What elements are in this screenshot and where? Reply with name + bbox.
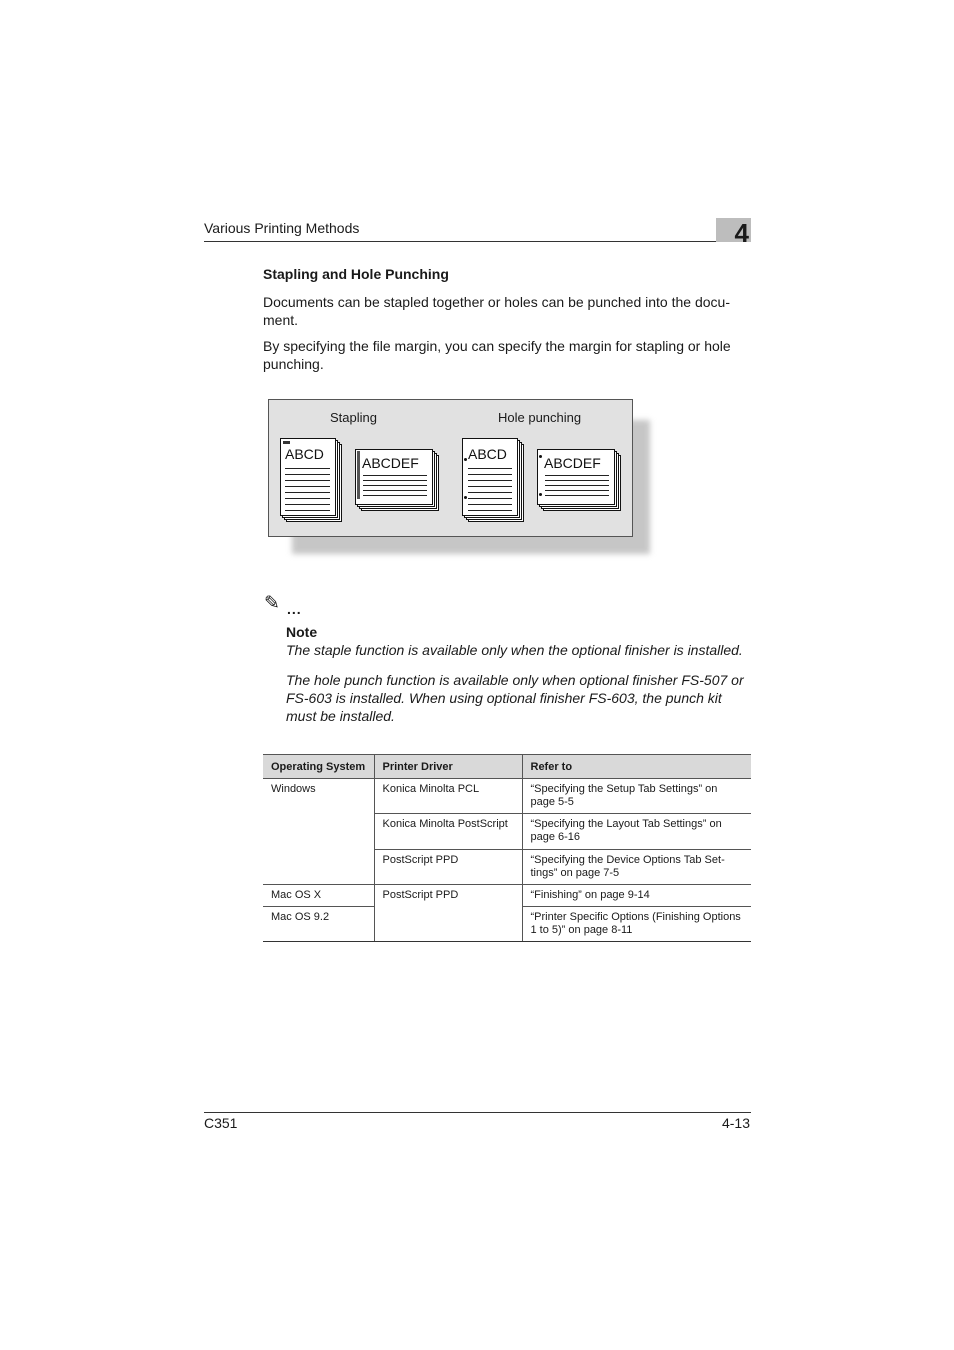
cell-os <box>263 850 374 885</box>
punched-portrait-document <box>462 438 526 524</box>
column-header-os: Operating System <box>263 755 374 779</box>
footer-page-number: 4-13 <box>721 1115 750 1131</box>
column-header-driver: Printer Driver <box>374 755 522 779</box>
table-row <box>263 885 751 907</box>
punched-landscape-document <box>537 449 623 513</box>
table-header-row <box>263 755 751 779</box>
column-header-refer: Refer to <box>522 755 751 779</box>
cell-refer: “Specifying the Setup Tab Settings” on page 5-5 <box>522 779 751 814</box>
cell-driver <box>374 907 522 942</box>
document-sample-text: ABCDEF <box>362 455 419 471</box>
section-heading: Stapling and Hole Punching <box>263 266 449 282</box>
paragraph: Documents can be stapled together or holes can be punched into the docu-ment. <box>263 294 730 328</box>
punch-hole <box>539 493 542 496</box>
running-header-title: Various Printing Methods <box>204 220 360 236</box>
chapter-number: 4 <box>734 218 749 248</box>
cell-driver: PostScript PPD <box>374 885 522 907</box>
document-sample-text: ABCD <box>285 446 324 462</box>
staple-mark <box>357 451 360 499</box>
cell-driver: Konica Minolta PCL <box>374 779 522 814</box>
header-rule <box>204 241 751 242</box>
cell-os: Windows <box>271 783 316 795</box>
table-row <box>263 779 751 814</box>
document-sample-text: ABCDEF <box>544 455 601 471</box>
punch-hole <box>464 496 467 499</box>
pencil-icon: ✎ <box>264 593 280 614</box>
note-heading: Note <box>286 624 318 640</box>
cell-refer: “Printer Specific Options (Finishing Options 1 to 5)” on page 8-11 <box>522 907 751 942</box>
stapled-portrait-document <box>280 438 344 524</box>
note-text: The staple function is available only when the optional finisher is installed. <box>286 642 743 658</box>
table-row <box>263 850 751 885</box>
note-dots: ... <box>287 601 302 617</box>
footer-rule <box>204 1112 751 1113</box>
note-text: The hole punch function is available only when optional finisher FS-507 or FS-603 is installed. When using optional finisher FS-603, the punch kit must be installed. <box>286 672 744 724</box>
stapled-landscape-document <box>355 449 441 513</box>
cell-driver: PostScript PPD <box>374 850 522 885</box>
punch-hole <box>539 455 542 458</box>
cell-refer: “Specifying the Device Options Tab Set-tings” on page 7-5 <box>522 850 751 885</box>
cell-os: Mac OS 9.2 <box>263 907 374 942</box>
table-row <box>263 907 751 942</box>
staple-mark <box>283 441 290 444</box>
cell-refer: “Finishing” on page 9-14 <box>522 885 751 907</box>
document-sample-text: ABCD <box>468 446 507 462</box>
cell-os: Mac OS X <box>263 885 374 907</box>
footer-model: C351 <box>204 1115 238 1131</box>
figure-label-hole-punching: Hole punching <box>498 410 582 425</box>
reference-table <box>263 754 751 942</box>
figure-label-stapling: Stapling <box>330 410 377 425</box>
paragraph: By specifying the file margin, you can specify the margin for stapling or hole punching. <box>263 338 731 372</box>
punch-hole <box>464 458 467 461</box>
cell-os <box>263 814 374 850</box>
cell-driver: Konica Minolta PostScript <box>374 814 522 850</box>
cell-refer: “Specifying the Layout Tab Settings” on page 6-16 <box>522 814 751 850</box>
table-row <box>263 814 751 850</box>
